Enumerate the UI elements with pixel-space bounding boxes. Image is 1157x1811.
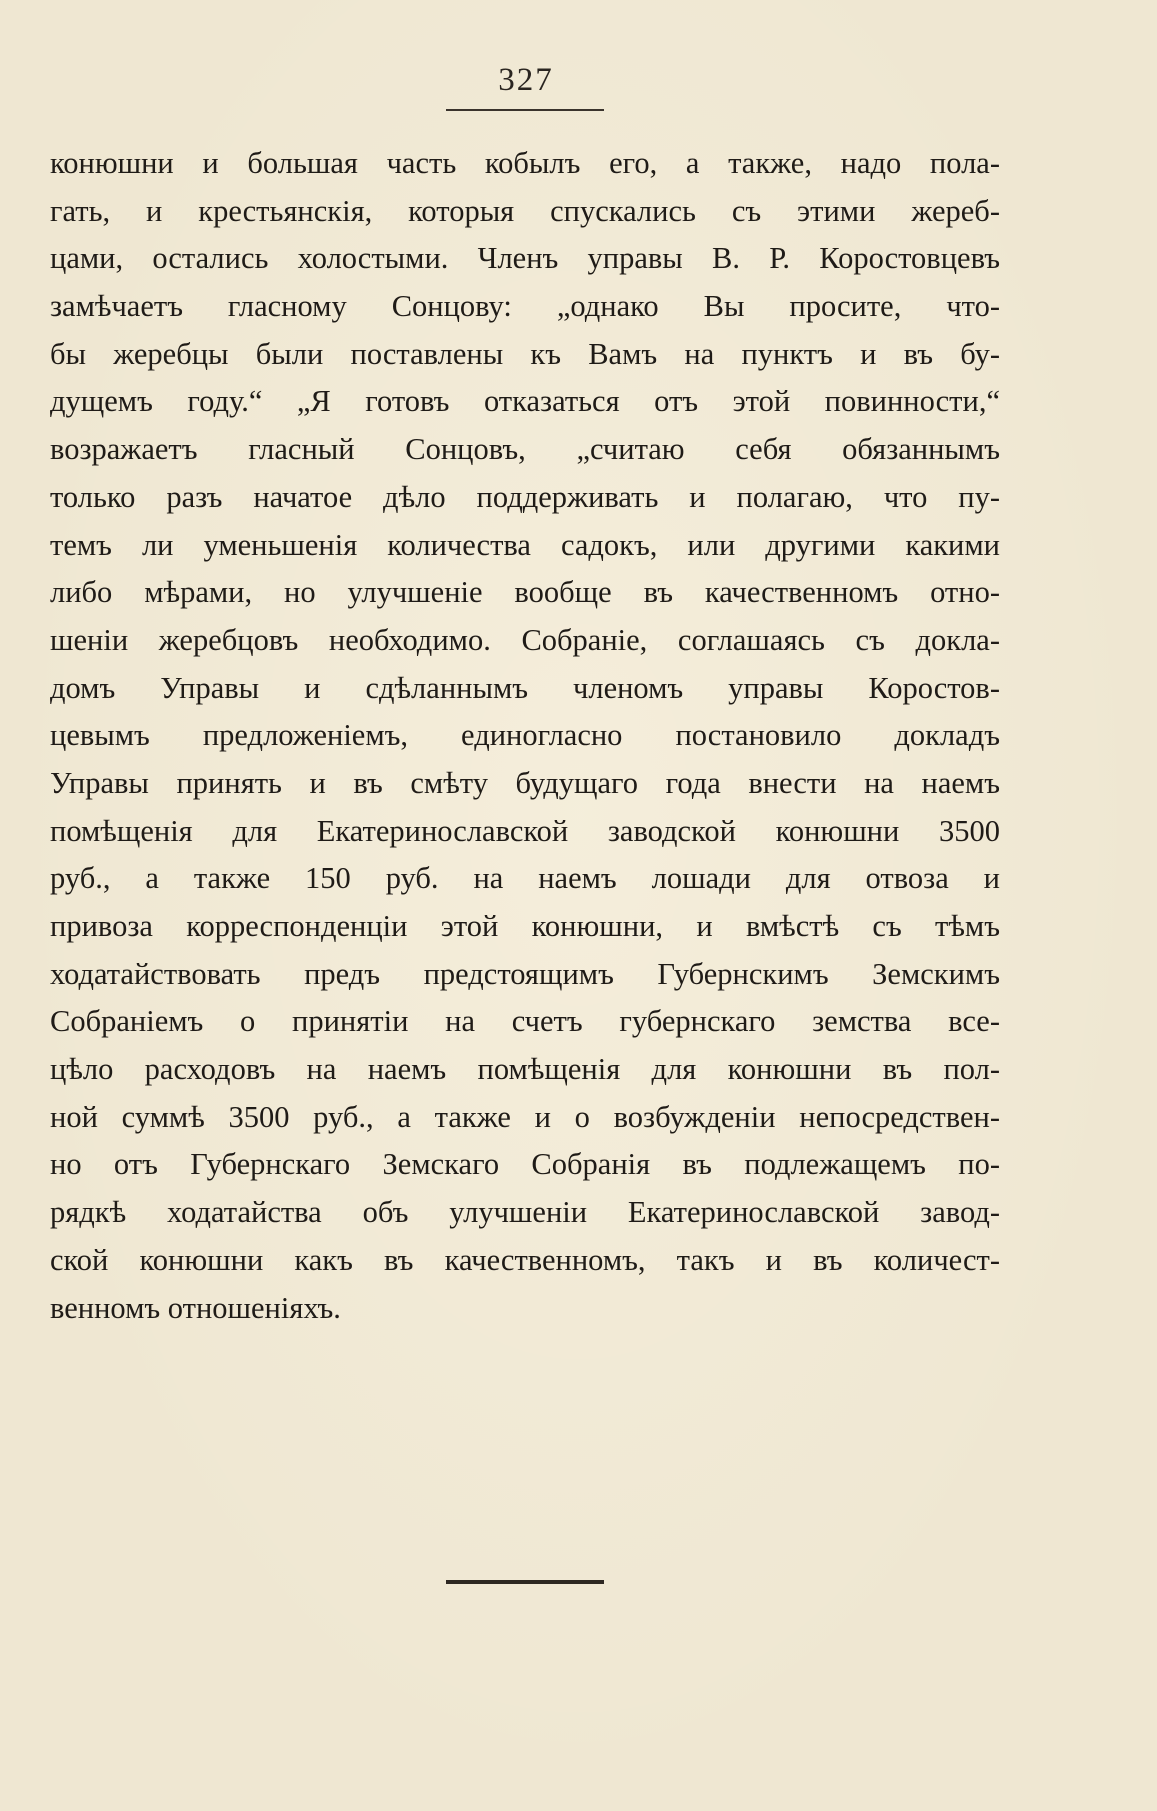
text-line: дущемъ году.“ „Я готовъ отказаться отъ этой повинности,“ xyxy=(50,384,1000,419)
text-line: гать, и крестьянскія, которыя спускались съ этими жереб- xyxy=(50,193,1000,228)
text-line: но отъ Губернскаго Земскаго Собранія въ подлежащемъ по- xyxy=(50,1147,1000,1182)
text-line: венномъ отношеніяхъ. xyxy=(50,1290,341,1325)
text-line: ходатайствовать предъ предстоящимъ Губернскимъ Земскимъ xyxy=(50,956,1000,991)
header-rule xyxy=(446,109,604,111)
text-line: конюшни и большая часть кобылъ его, а также, надо пола- xyxy=(50,146,1000,180)
text-line: привоза корреспонденціи этой конюшни, и вмѣстѣ съ тѣмъ xyxy=(50,909,1000,943)
text-line: цами, остались холостыми. Членъ управы В. Р. Коростовцевъ xyxy=(50,241,1000,276)
text-line: цевымъ предложеніемъ, единогласно постановило докладъ xyxy=(50,718,1000,753)
text-line: либо мѣрами, но улучшеніе вообще въ качественномъ отно- xyxy=(50,575,1000,610)
text-line: темъ ли уменьшенія количества садокъ, или другими какими xyxy=(50,527,1000,562)
text-line: замѣчаетъ гласному Сонцову: „однако Вы просите, что- xyxy=(50,289,1000,324)
text-line: шеніи жеребцовъ необходимо. Собраніе, соглашаясь съ докла- xyxy=(50,622,1000,657)
text-line: ной суммѣ 3500 руб., а также и о возбужденіи непосредствен- xyxy=(50,1099,1000,1134)
text-line: возражаетъ гласный Сонцовъ, „считаю себя обязаннымъ xyxy=(50,432,1000,467)
text-line: руб., а также 150 руб. на наемъ лошади для отвоза и xyxy=(50,861,1000,896)
end-rule xyxy=(446,1580,604,1584)
text-line: ской конюшни какъ въ качественномъ, такъ и въ количест- xyxy=(50,1242,1000,1277)
text-line: Собраніемъ о принятіи на счетъ губернскаго земства все- xyxy=(50,1004,1000,1039)
text-line: домъ Управы и сдѣланнымъ членомъ управы Коростов- xyxy=(50,670,1000,705)
text-line: рядкѣ ходатайства объ улучшеніи Екатеринославской завод- xyxy=(50,1195,1000,1230)
text-line: помѣщенія для Екатеринославской заводской конюшни 3500 xyxy=(50,813,1000,848)
text-line: цѣло расходовъ на наемъ помѣщенія для конюшни въ пол- xyxy=(50,1052,1000,1087)
page-number: 327 xyxy=(498,62,554,98)
body-text xyxy=(50,140,1000,1332)
text-line: бы жеребцы были поставлены къ Вамъ на пунктъ и въ бу- xyxy=(50,336,1000,371)
text-line: Управы принять и въ смѣту будущаго года внести на наемъ xyxy=(50,765,1000,800)
text-line: только разъ начатое дѣло поддерживать и полагаю, что пу- xyxy=(50,479,1000,514)
